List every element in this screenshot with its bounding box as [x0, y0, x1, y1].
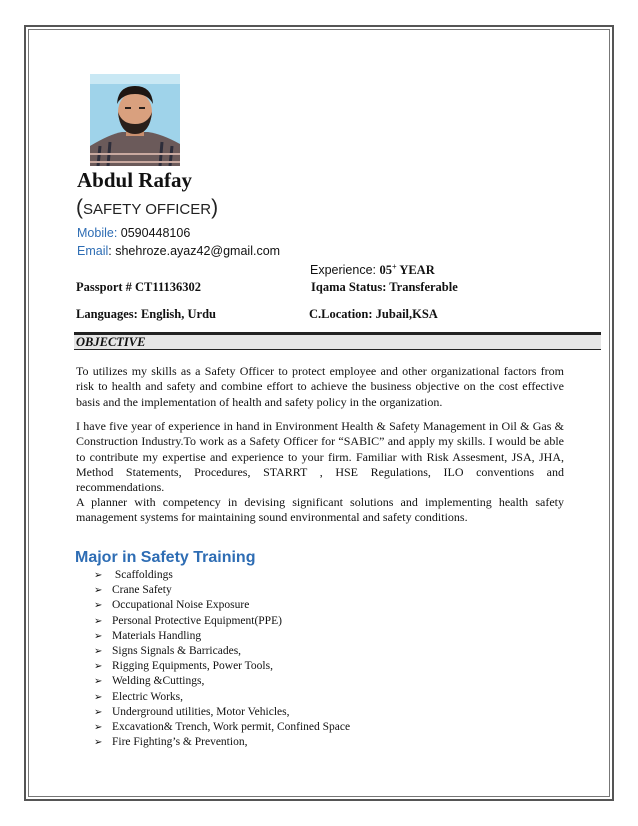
mobile-value: 0590448106 [117, 226, 191, 240]
mobile-line [77, 226, 190, 240]
arrow-bullet-icon: ➢ [94, 691, 103, 703]
profile-photo [90, 74, 180, 166]
list-item: ➢ Electric Works, [94, 690, 350, 705]
training-heading: Major in Safety Training [75, 549, 256, 566]
objective-paragraph-2: I have five year of experience in hand in Environment Health & Safety Management in Oil & Gas & Construction Industry.To work as a Safety Officer for “SABIC” and apply my skills. I would be able to contribute my expertise and experience to your firm. Familiar with Risk Assesment, JSA, JHA, Method Statements, Procedures, STARRT , HSE Regulations, ILO conventions and recommendations. [76, 419, 564, 495]
arrow-bullet-icon: ➢ [94, 630, 103, 642]
list-item: ➢ Personal Protective Equipment(PPE) [94, 614, 350, 629]
arrow-bullet-icon: ➢ [94, 600, 103, 612]
arrow-bullet-icon: ➢ [94, 676, 103, 688]
objective-heading: OBJECTIVE [76, 335, 146, 349]
list-item: ➢ Materials Handling [94, 629, 350, 644]
training-list [94, 568, 350, 750]
current-location: C.Location: Jubail,KSA [309, 307, 438, 321]
list-item: ➢ Rigging Equipments, Power Tools, [94, 659, 350, 674]
list-item: ➢ Welding &Cuttings, [94, 674, 350, 689]
email-label: Email [77, 244, 109, 258]
email-line [77, 244, 280, 258]
list-item: ➢ Crane Safety [94, 583, 350, 598]
email-value[interactable]: : shehroze.ayaz42@gmail.com [108, 244, 281, 258]
candidate-name: Abdul Rafay [77, 168, 192, 192]
objective-section-bar [74, 332, 601, 350]
languages: Languages: English, Urdu [76, 307, 216, 321]
arrow-bullet-icon: ➢ [94, 706, 103, 718]
arrow-bullet-icon: ➢ [94, 585, 103, 597]
job-title: (SAFETY OFFICER) [76, 196, 219, 219]
list-item: ➢ Underground utilities, Motor Vehicles, [94, 705, 350, 720]
arrow-bullet-icon: ➢ [94, 661, 103, 673]
passport-number: Passport # CT11136302 [76, 280, 202, 294]
arrow-bullet-icon: ➢ [94, 570, 103, 581]
list-item: ➢ Excavation& Trench, Work permit, Confined Space [94, 720, 350, 735]
experience-line: Experience: 05+ YEAR [310, 262, 435, 278]
arrow-bullet-icon: ➢ [94, 645, 103, 657]
list-item: ➢ Fire Fighting’s & Prevention, [94, 735, 350, 750]
mobile-label: Mobile: [77, 226, 118, 240]
arrow-bullet-icon: ➢ [94, 721, 103, 733]
iqama-status: Iqama Status: Transferable [311, 280, 458, 294]
objective-paragraph-3: A planner with competency in devising significant solutions and implementing health safety management systems for maintaining sound environmental and safety conditions. [76, 495, 564, 525]
arrow-bullet-icon: ➢ [94, 737, 103, 749]
arrow-bullet-icon: ➢ [94, 615, 103, 627]
list-item: ➢ Scaffoldings [94, 568, 350, 583]
list-item: ➢ Signs Signals & Barricades, [94, 644, 350, 659]
objective-paragraph-1: To utilizes my skills as a Safety Officer to protect employee and other organizational factors from risk to health and safety and combine effort to achieve the business objective on the cost effective basis and the implementation of health and safety policy in the organization. [76, 364, 564, 409]
list-item: ➢ Occupational Noise Exposure [94, 598, 350, 613]
